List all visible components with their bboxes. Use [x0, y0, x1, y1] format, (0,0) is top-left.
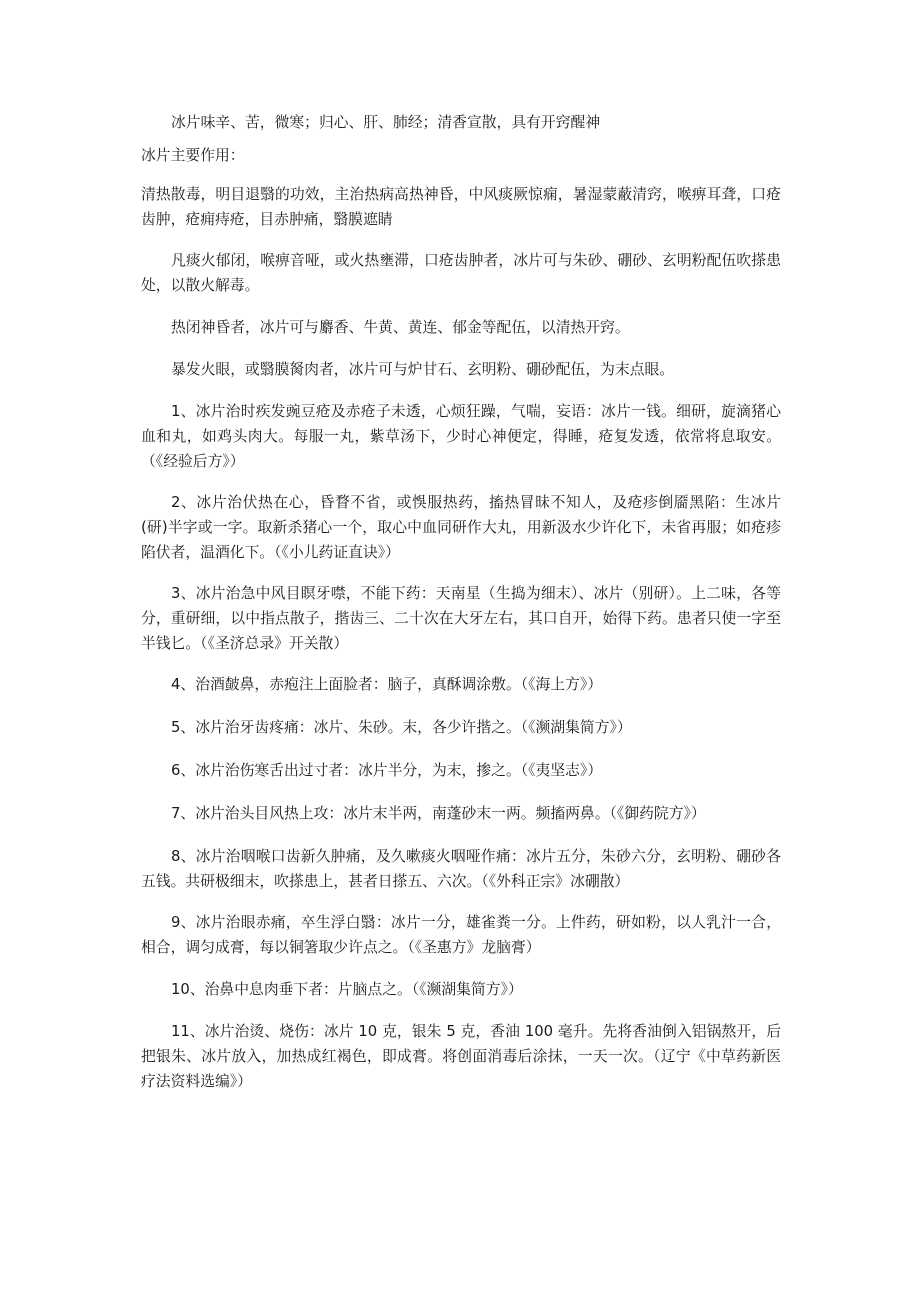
effects-paragraph: 清热散毒，明目退翳的功效，主治热病高热神昏，中风痰厥惊痫，暑湿蒙蔽清窍，喉痹耳聋，口疮齿肿，疮痈痔疮，目赤肿痛，翳膜遮睛 — [141, 186, 781, 228]
prescription-8: 8、冰片治咽喉口齿新久肿痛，及久嗽痰火咽哑作痛：冰片五分，朱砂六分，玄明粉、硼砂各五钱。共研极细末，吹搽患上，甚者日搽五、六次。（《外科正宗》冰硼散） — [141, 848, 781, 890]
usage-paragraph-2: 热闭神昏者，冰片可与麝香、牛黄、黄连、郁金等配伍，以清热开窍。 — [171, 319, 630, 336]
prescription-1: 1、冰片治时疾发豌豆疮及赤疮子未透，心烦狂躁，气喘，妄语：冰片一钱。细研，旋滴猪心血和丸，如鸡头肉大。每服一丸，紫草汤下，少时心神便定，得睡，疮复发透，依常将息取安。（《经验后方》） — [141, 403, 781, 470]
section-heading: 冰片主要作用： — [141, 147, 245, 164]
prescription-10: 10、治鼻中息肉垂下者：片脑点之。（《濒湖集简方》） — [171, 981, 523, 998]
intro-paragraph: 冰片味辛、苦，微寒；归心、肝、肺经；清香宣散，具有开窍醒神 — [171, 114, 601, 131]
prescription-3: 3、冰片治急中风目瞑牙噤，不能下药：天南星（生捣为细末）、冰片（别研）。上二味，各等分，重研细，以中指点散子，揩齿三、二十次在大牙左右，其口自开，始得下药。患者只使一字至半钱匕。（《圣济总录》开关散） — [141, 585, 781, 652]
document-body — [141, 110, 781, 1094]
usage-paragraph-1: 凡痰火郁闭，喉痹音哑，或火热壅滞，口疮齿肿者，冰片可与朱砂、硼砂、玄明粉配伍吹搽患处，以散火解毒。 — [141, 252, 781, 294]
prescription-4: 4、治酒皶鼻，赤疱注上面脸者：脑子，真酥调涂敷。（《海上方》） — [171, 676, 603, 693]
prescription-2: 2、冰片治伏热在心，昏瞀不省，或悞服热药，搐热冒昧不知人，及疮疹倒靥黑陷：生冰片(研)半字或一字。取新杀猪心一个，取心中血同研作大丸，用新汲水少许化下，未省再服；如疮疹陷伏者，温酒化下。（《小儿药证直诀》） — [141, 494, 781, 561]
usage-paragraph-3: 暴发火眼，或翳膜胬肉者，冰片可与炉甘石、玄明粉、硼砂配伍，为末点眼。 — [171, 361, 675, 378]
prescription-5: 5、冰片治牙齿疼痛：冰片、朱砂。末，各少许揩之。（《濒湖集简方》） — [171, 719, 632, 736]
prescription-11: 11、冰片治烫、烧伤：冰片 10 克，银朱 5 克，香油 100 毫升。先将香油倒入铝锅熬开，后把银朱、冰片放入，加热成红褐色，即成膏。将创面消毒后涂抹，一天一次。（辽宁《中草药新医疗法资料选编》） — [141, 1023, 781, 1090]
prescription-9: 9、冰片治眼赤痛，卒生浮白翳：冰片一分，雄雀粪一分。上件药，研如粉，以人乳汁一合，相合，调匀成膏，每以铜箸取少许点之。（《圣惠方》龙脑膏） — [141, 914, 781, 956]
prescription-6: 6、冰片治伤寒舌出过寸者：冰片半分，为末，掺之。（《夷坚志》） — [171, 762, 603, 779]
prescription-7: 7、冰片治头目风热上攻：冰片末半两，南蓬砂末一两。频搐两鼻。（《御药院方》） — [171, 805, 706, 822]
